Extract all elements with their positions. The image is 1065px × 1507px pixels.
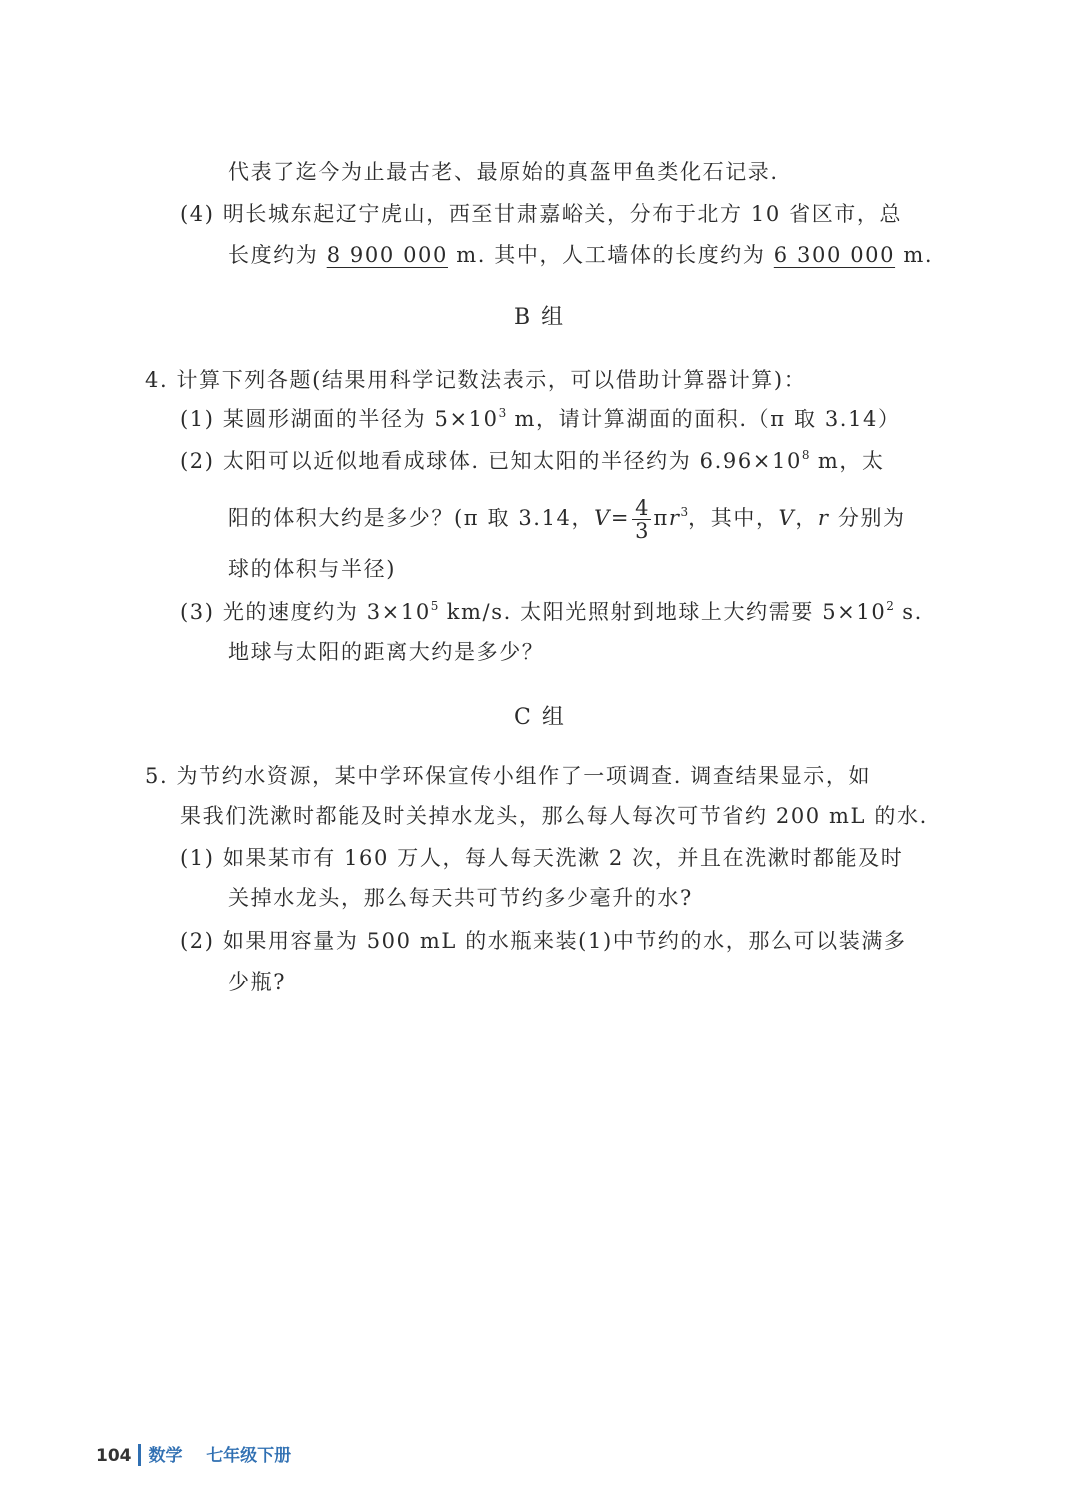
footer-divider bbox=[138, 1444, 141, 1466]
page-number: 104 bbox=[96, 1446, 132, 1466]
question-5-2: (2) 如果用容量为 500 mL 的水瓶来装(1)中节约的水，那么可以装满多 bbox=[180, 929, 907, 953]
var-v: V bbox=[594, 506, 611, 530]
question-5-2-end: 少瓶? bbox=[228, 970, 287, 994]
pi: π bbox=[653, 506, 669, 530]
text: ，其中， bbox=[688, 506, 779, 530]
question-5-1: (1) 如果某市有 160 万人，每人每天洗漱 2 次，并且在洗漱时都能及时 bbox=[180, 846, 904, 870]
text: (2) 太阳可以近似地看成球体. 已知太阳的半径约为 6.96×10 bbox=[180, 449, 802, 473]
exponent: 5 bbox=[430, 599, 439, 613]
question-4-3-end: 地球与太阳的距离大约是多少？ bbox=[228, 640, 545, 664]
var-r: r bbox=[668, 506, 681, 530]
underlined-value-artificial: 6 300 000 bbox=[773, 243, 896, 267]
text: 阳的体积大约是多少？(π 取 3.14， bbox=[228, 506, 595, 530]
exponent: 3 bbox=[680, 505, 689, 519]
text: (1) 某圆形湖面的半径为 5×10 bbox=[180, 407, 499, 431]
fraction-denominator: 3 bbox=[635, 519, 649, 543]
line-fossil-record: 代表了迄今为止最古老、最原始的真盔甲鱼类化石记录. bbox=[228, 160, 779, 184]
book-label: 七年级下册 bbox=[206, 1446, 292, 1466]
var-r: r bbox=[817, 506, 830, 530]
question-5-cont: 果我们洗漱时都能及时关掉水龙头，那么每人每次可节省约 200 mL 的水. bbox=[180, 804, 928, 828]
question-4: 4. 计算下列各题(结果用科学记数法表示，可以借助计算器计算)： bbox=[145, 368, 807, 392]
text: km/s. 太阳光照射到地球上大约需要 5×10 bbox=[438, 600, 887, 624]
question-4-2-formula-line bbox=[228, 494, 906, 542]
exponent: 2 bbox=[886, 599, 894, 613]
line-great-wall-4: (4) 明长城东起辽宁虎山，西至甘肃嘉峪关，分布于北方 10 省区市，总 bbox=[180, 202, 903, 226]
question-4-1 bbox=[180, 404, 901, 434]
text: m. 其中，人工墙体的长度约为 bbox=[447, 243, 774, 267]
exponent: 3 bbox=[498, 406, 507, 420]
equals: = bbox=[610, 506, 631, 530]
underlined-value-total: 8 900 000 bbox=[326, 243, 448, 267]
text: ， bbox=[795, 506, 818, 530]
text: m，太 bbox=[809, 449, 885, 473]
fraction-numerator: 4 bbox=[632, 497, 651, 520]
question-4-2-end: 球的体积与半径) bbox=[228, 557, 396, 581]
subject-label: 数学 bbox=[148, 1446, 183, 1466]
section-heading-c: C 组 bbox=[514, 705, 566, 730]
question-5-1-end: 关掉水龙头，那么每天共可节约多少毫升的水? bbox=[228, 886, 693, 910]
question-5: 5. 为节约水资源，某中学环保宣传小组作了一项调查. 调查结果显示，如 bbox=[145, 764, 872, 788]
text: m，请计算湖面的面积.（π 取 3.14） bbox=[506, 407, 901, 431]
exponent: 8 bbox=[801, 448, 810, 462]
page-footer bbox=[96, 1441, 291, 1466]
question-4-3 bbox=[180, 597, 923, 627]
fraction bbox=[632, 497, 651, 542]
text: s. bbox=[893, 600, 923, 624]
line-great-wall-length bbox=[228, 240, 933, 270]
text: (3) 光的速度约为 3×10 bbox=[180, 600, 431, 624]
var-v: V bbox=[778, 506, 796, 530]
text: 分别为 bbox=[829, 506, 906, 530]
text: 长度约为 bbox=[228, 243, 327, 267]
text: m. bbox=[895, 243, 934, 267]
section-heading-b: B 组 bbox=[514, 305, 566, 330]
question-4-2 bbox=[180, 446, 885, 476]
